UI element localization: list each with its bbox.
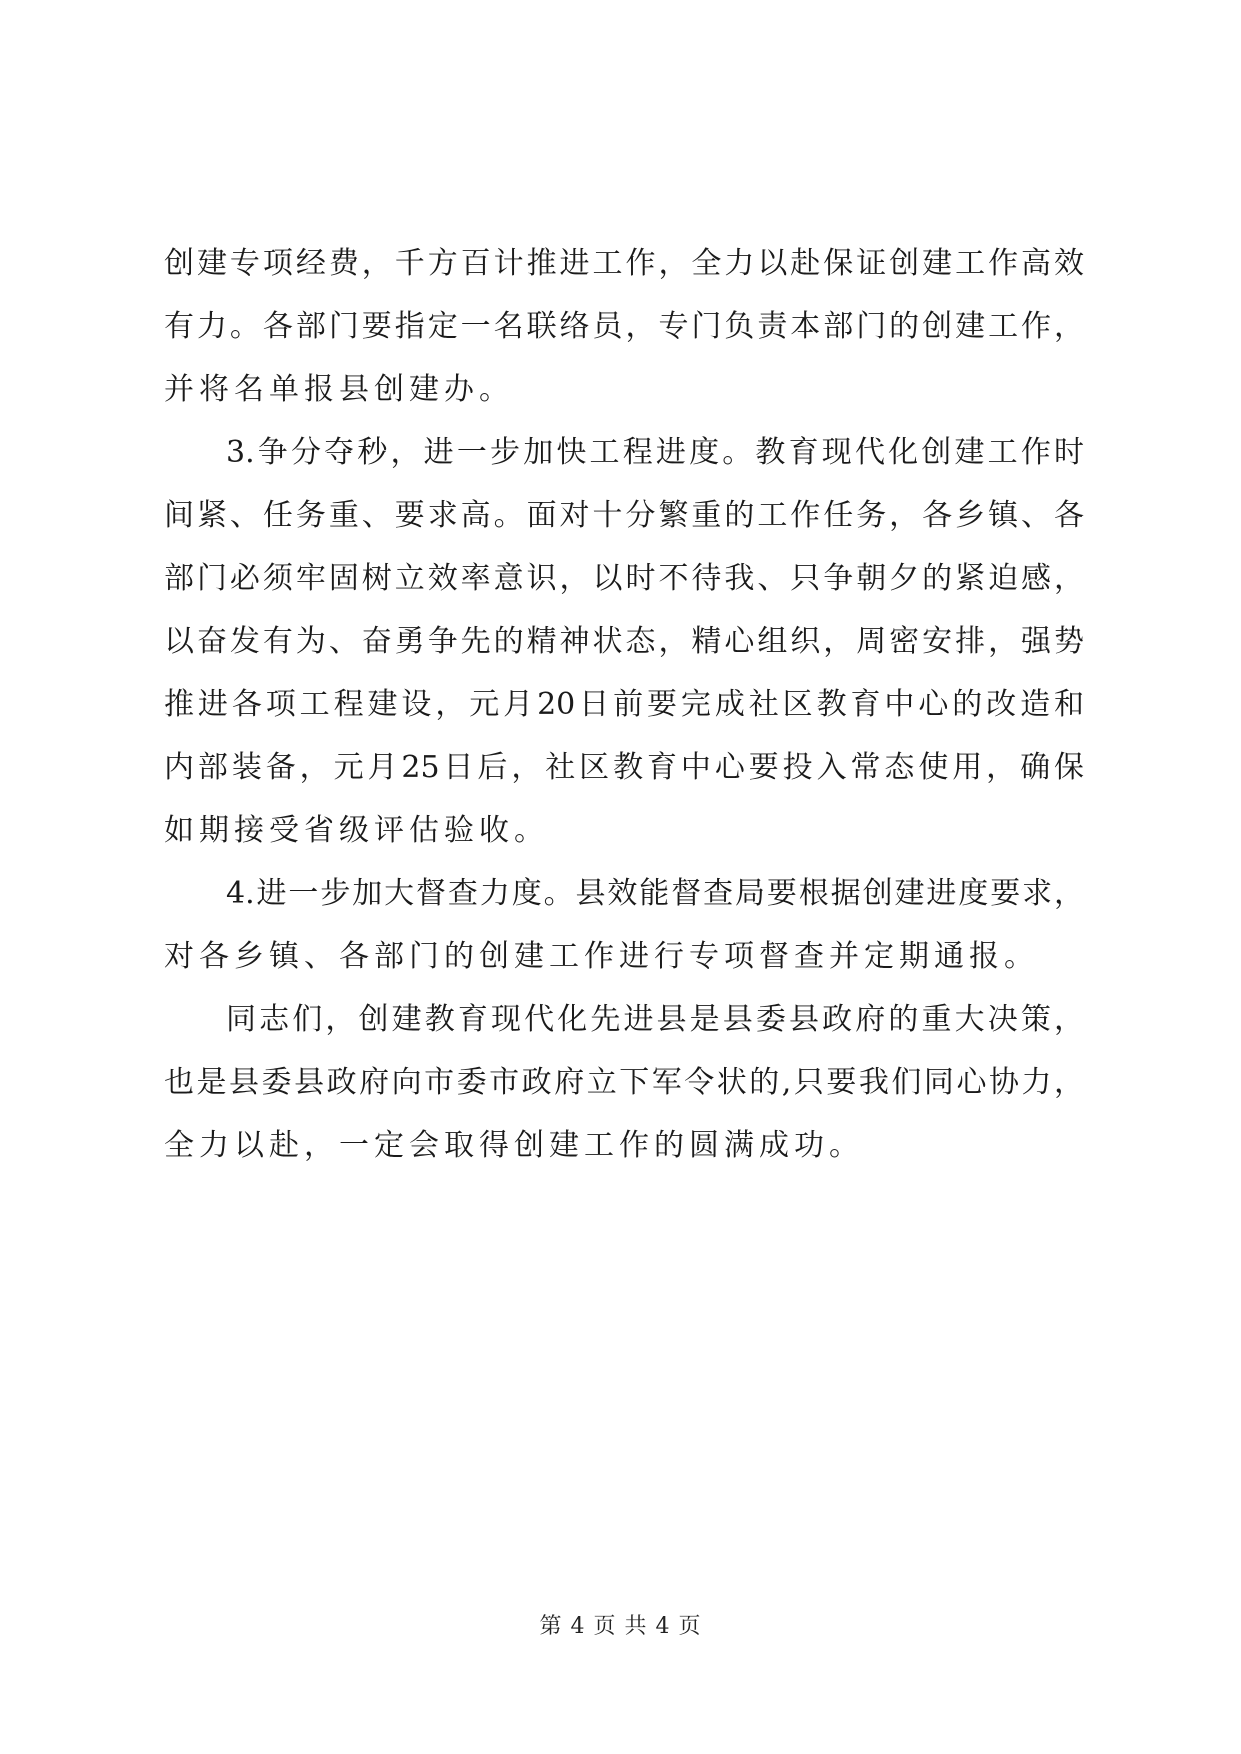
text-line: 3.争分夺秒，进一步加快工程进度。教育现代化创建工作时 xyxy=(226,435,1084,470)
text-line: 以奋发有为、奋勇争先的精神状态，精心组织，周密安排，强势 xyxy=(164,624,1084,659)
text-line: 创建专项经费，千方百计推进工作，全力以赴保证创建工作高效 xyxy=(164,246,1084,281)
text-line: 内部装备，元月25日后，社区教育中心要投入常态使用，确保 xyxy=(164,750,1084,785)
text-line: 有力。各部门要指定一名联络员，专门负责本部门的创建工作， xyxy=(164,309,1084,344)
paragraph-4 xyxy=(164,988,1084,1177)
text-line: 部门必须牢固树立效率意识，以时不待我、只争朝夕的紧迫感， xyxy=(164,561,1084,596)
text-line: 4.进一步加大督查力度。县效能督查局要根据创建进度要求， xyxy=(226,876,1084,911)
text-line: 也是县委县政府向市委市政府立下军令状的,只要我们同心协力， xyxy=(164,1065,1084,1100)
document-body xyxy=(164,232,1084,1177)
text-line: 间紧、任务重、要求高。面对十分繁重的工作任务，各乡镇、各 xyxy=(164,498,1084,533)
text-line: 全力以赴，一定会取得创建工作的圆满成功。 xyxy=(164,1128,864,1163)
text-line: 并将名单报县创建办。 xyxy=(164,372,514,407)
page-number-footer: 第 4 页 共 4 页 xyxy=(539,1614,702,1639)
paragraph-1 xyxy=(164,232,1084,421)
paragraph-3 xyxy=(164,862,1084,988)
paragraph-2 xyxy=(164,421,1084,862)
text-line: 推进各项工程建设，元月20日前要完成社区教育中心的改造和 xyxy=(164,687,1084,722)
text-line: 同志们，创建教育现代化先进县是县委县政府的重大决策， xyxy=(226,1002,1084,1037)
text-line: 如期接受省级评估验收。 xyxy=(164,813,549,848)
text-line: 对各乡镇、各部门的创建工作进行专项督查并定期通报。 xyxy=(164,939,1039,974)
